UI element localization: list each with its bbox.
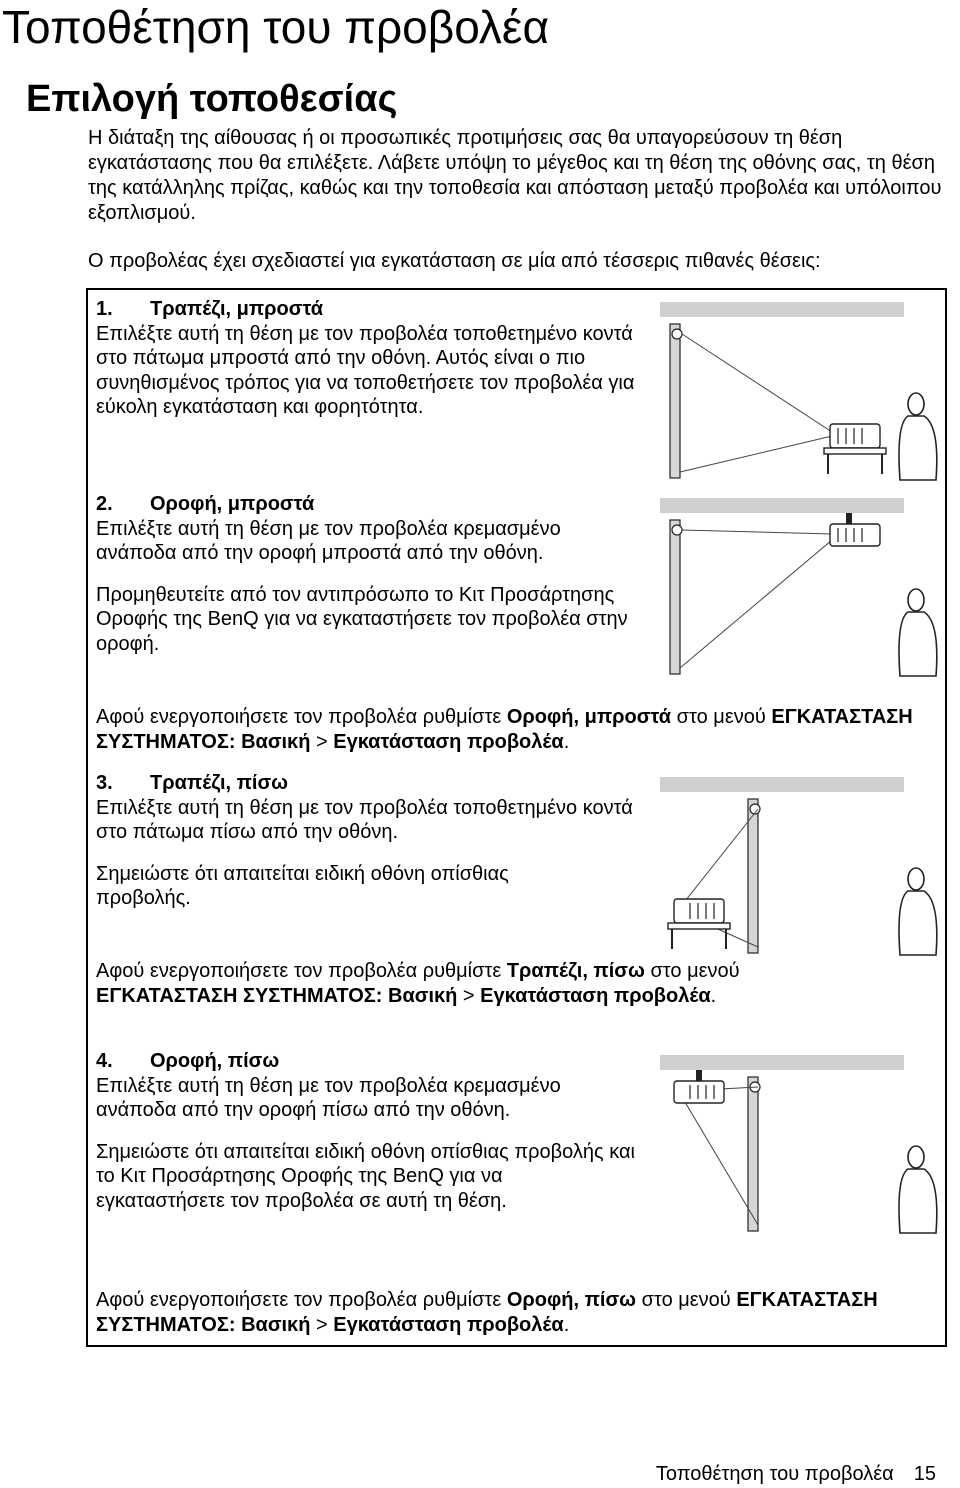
position-2 xyxy=(96,492,646,656)
page-number: 15 xyxy=(913,1463,936,1485)
ceiling-band xyxy=(660,777,904,792)
screen xyxy=(670,324,680,478)
menu-item-name: Εγκατάσταση προβολέα xyxy=(333,730,564,753)
position-3-description: Επιλέξτε αυτή τη θέση με τον προβολέα τοποθετημένο κοντά στο πάτωμα πίσω από την οθόνη. xyxy=(96,796,633,843)
position-3-title: 3. Τραπέζι, πίσω xyxy=(96,772,289,794)
intro-text xyxy=(88,126,948,226)
position-1 xyxy=(96,297,646,420)
position-4-note: Σημειώστε ότι απαιτείται ειδική οθόνη οπίσθιας προβολής και το Κιτ Προσάρτησης Οροφής της BenQ για να εγκαταστήσετε τον προβολέα σε αυτή τη θέση. xyxy=(96,1140,636,1212)
position-3-instruction: Αφού ενεργοποιήσετε τον προβολέα ρυθμίστε Τραπέζι, πίσω στο μενού ΕΓΚΑΤΑΣΤΑΣΗ ΣΥΣΤΗΜΑΤΟΣ: Βασική > Εγκατάσταση προβολέα. xyxy=(96,960,740,1007)
setting-name: Οροφή, μπροστά xyxy=(506,706,672,728)
projector-icon xyxy=(674,1081,724,1103)
ceiling-mount xyxy=(696,1070,702,1082)
position-1-description: Επιλέξτε αυτή τη θέση με τον προβολέα τοποθετημένο κοντά στο πάτωμα μπροστά από την οθόνη. Αυτός είναι ο πιο συνηθισμένος τρόπος για να τοποθετήσετε τον προβολέα για εύκολη εγκατάσταση και φορητότητα. xyxy=(96,322,635,418)
intro-paragraph: Η διάταξη της αίθουσας ή οι προσωπικές προτιμήσεις σας θα υπαγορεύσουν τη θέση εγκατάστασης που θα επιλέξετε. Λάβετε υπόψη το μέγεθος και τη θέση της οθόνης σας, τη θέση της κατάλληλης πρίζας, καθώς και την τοποθεσία και απόσταση μεταξύ προβολέα και υπόλοιπου εξοπλισμού. xyxy=(88,127,942,224)
intro-lead: Ο προβολέας έχει σχεδιαστεί για εγκατάσταση σε μία από τέσσερις πιθανές θέσεις: xyxy=(88,250,821,272)
person-icon xyxy=(899,868,937,955)
ceiling-mount xyxy=(846,513,852,525)
figure-floor-front xyxy=(660,302,946,482)
menu-name: ΕΓΚΑΤΑΣΤΑΣΗ ΣΥΣΤΗΜΑΤΟΣ: Βασική xyxy=(96,984,458,1007)
ceiling-band xyxy=(660,302,904,317)
position-2-description: Επιλέξτε αυτή τη θέση με τον προβολέα κρεμασμένο ανάποδα από την οροφή μπροστά από την οθόνη. xyxy=(96,517,561,564)
ceiling-band xyxy=(660,498,904,513)
ceiling-band xyxy=(660,1055,904,1070)
section-heading: Επιλογή τοποθεσίας xyxy=(26,78,398,120)
projector-icon xyxy=(674,899,724,923)
position-1-title: 1. Τραπέζι, μπροστά xyxy=(96,298,324,320)
screen xyxy=(748,799,758,953)
position-2-note: Προμηθευτείτε από τον αντιπρόσωπο το Κιτ Προσάρτησης Οροφής της BenQ για να εγκαταστήσετε τον προβολέα στην οροφή. xyxy=(96,583,628,655)
table-icon xyxy=(824,448,886,454)
table-icon xyxy=(668,923,730,929)
position-3-note: Σημειώστε ότι απαιτείται ειδική οθόνη οπίσθιας προβολής. xyxy=(96,862,509,909)
figure-ceiling-front xyxy=(660,498,946,678)
menu-name: ΕΓΚΑΤΑΣΤΑΣΗ ΣΥΣΤΗΜΑΤΟΣ: Βασική xyxy=(96,706,913,753)
setting-name: Τραπέζι, πίσω xyxy=(506,960,645,982)
position-4 xyxy=(96,1049,646,1213)
person-icon xyxy=(899,589,937,676)
position-4-title: 4. Οροφή, πίσω xyxy=(96,1050,280,1072)
person-icon xyxy=(899,1146,937,1233)
menu-name: ΕΓΚΑΤΑΣΤΑΣΗ ΣΥΣΤΗΜΑΤΟΣ: Βασική xyxy=(96,1289,878,1336)
footer-chapter: Τοποθέτηση του προβολέα xyxy=(655,1463,894,1485)
position-4-instruction: Αφού ενεργοποιήσετε τον προβολέα ρυθμίστε Οροφή, πίσω στο μενού ΕΓΚΑΤΑΣΤΑΣΗ ΣΥΣΤΗΜΑΤΟΣ: Βασική > Εγκατάσταση προβολέα. xyxy=(96,1289,878,1336)
figure-floor-rear xyxy=(660,777,946,957)
screen xyxy=(670,520,680,674)
screen xyxy=(748,1077,758,1231)
menu-item-name: Εγκατάσταση προβολέα xyxy=(480,984,711,1007)
page-title: Τοποθέτηση του προβολέα xyxy=(2,1,550,53)
position-4-description: Επιλέξτε αυτή τη θέση με τον προβολέα κρεμασμένο ανάποδα από την οροφή πίσω από την οθόνη. xyxy=(96,1074,561,1121)
menu-item-name: Εγκατάσταση προβολέα xyxy=(333,1313,564,1336)
figure-ceiling-rear xyxy=(660,1055,946,1235)
position-2-title: 2. Οροφή, μπροστά xyxy=(96,493,315,515)
page-footer xyxy=(656,1462,936,1486)
position-3 xyxy=(96,771,646,911)
person-icon xyxy=(899,393,937,480)
position-2-instruction: Αφού ενεργοποιήσετε τον προβολέα ρυθμίστε Οροφή, μπροστά στο μενού ΕΓΚΑΤΑΣΤΑΣΗ ΣΥΣΤΗΜΑΤΟΣ: Βασική > Εγκατάσταση προβολέα. xyxy=(96,706,913,753)
setting-name: Οροφή, πίσω xyxy=(506,1289,637,1311)
